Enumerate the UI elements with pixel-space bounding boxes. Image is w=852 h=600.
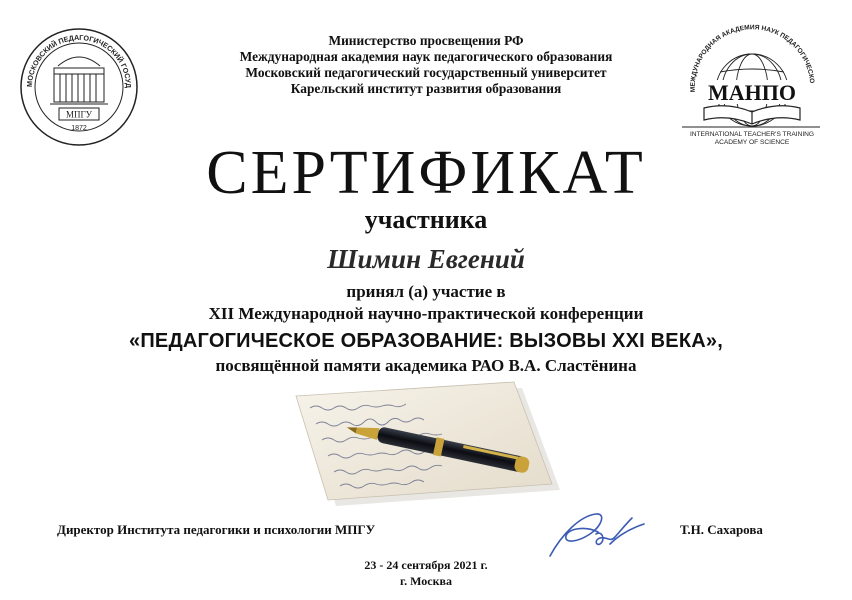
org-line: Карельский институт развития образования bbox=[290, 81, 562, 96]
recipient-name: Шимин Евгений bbox=[327, 244, 525, 274]
manpo-logo bbox=[670, 20, 830, 150]
dedication-line: посвящённой памяти академика РАО В.А. Сластёнина bbox=[215, 356, 637, 375]
manpo-arc-text: МЕЖДУНАРОДНАЯ АКАДЕМИЯ НАУК ПЕДАГОГИЧЕСКО bbox=[689, 24, 816, 93]
conference-title: «ПЕДАГОГИЧЕСКОЕ ОБРАЗОВАНИЕ: ВЫЗОВЫ XXI ВЕКА», bbox=[129, 330, 723, 352]
seal-year: 1872 bbox=[71, 125, 87, 132]
director-title: Директор Института педагогики и психологии МПГУ bbox=[57, 522, 376, 537]
signer-name: Т.Н. Сахарова bbox=[680, 522, 763, 537]
event-city: г. Москва bbox=[400, 574, 452, 588]
certificate-subtitle: участника bbox=[364, 205, 488, 234]
org-line: Московский педагогический государственный университет bbox=[245, 65, 607, 80]
conference-line: XII Международной научно-практической конференции bbox=[208, 304, 644, 323]
organization-header bbox=[160, 33, 692, 97]
mpgu-seal-logo bbox=[18, 26, 140, 148]
letter-and-pen-illustration bbox=[284, 380, 574, 510]
manpo-english-line1: INTERNATIONAL TEACHER'S TRAINING bbox=[689, 131, 815, 138]
event-dates: 23 - 24 сентября 2021 г. bbox=[364, 558, 488, 572]
org-line: Международная академия наук педагогического образования bbox=[239, 49, 613, 64]
manpo-abbr: МАНПО bbox=[708, 80, 796, 105]
seal-ring-text: МОСКОВСКИЙ ПЕДАГОГИЧЕСКИЙ ГОСУД bbox=[24, 32, 134, 89]
participation-line: принял (а) участие в bbox=[346, 282, 506, 301]
handwritten-signature bbox=[540, 504, 650, 564]
manpo-english-line2: ACADEMY OF SCIENCE bbox=[714, 139, 790, 146]
certificate-title: СЕРТИФИКАТ bbox=[206, 139, 646, 207]
seal-abbr: МПГУ bbox=[65, 109, 93, 120]
org-line: Министерство просвещения РФ bbox=[328, 33, 524, 48]
